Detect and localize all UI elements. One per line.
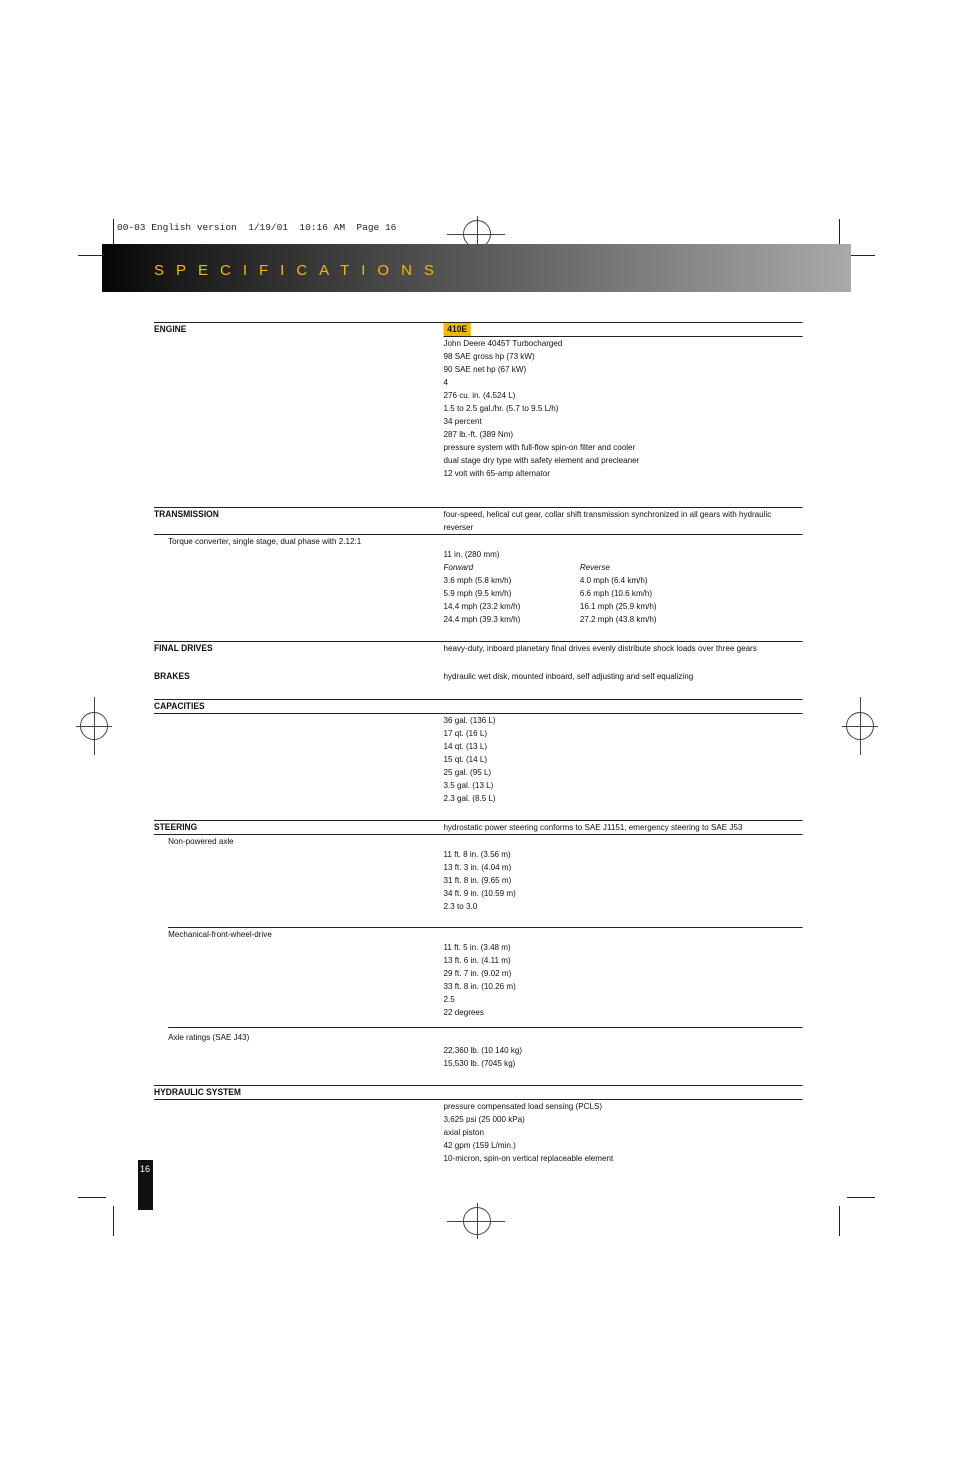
section-title: FINAL DRIVES [154,643,213,653]
spec-value: 2.3 gal. (8.5 L) [443,793,496,803]
capacities-section [154,699,803,805]
spec-value: 13 ft. 3 in. (4.04 m) [443,862,512,872]
spec-row [154,467,803,480]
spec-row [154,337,803,350]
section-description: heavy-duty, inboard planetary final drives evenly distribute shock loads over three gears [443,643,757,653]
capacities-header [154,699,803,713]
spec-value: 98 SAE gross hp (73 kW) [443,351,535,361]
spec-value: 3.6 mph (5.8 km/h) [443,575,512,585]
spec-value: 2.5 [443,994,455,1004]
spec-value-reverse: 6.6 mph (10.6 km/h) [579,588,653,598]
spec-value: 90 SAE net hp (67 kW) [443,364,527,374]
section-title: BRAKES [154,671,190,681]
spec-value: 24.4 mph (39.3 km/h) [443,614,521,624]
spec-value: 29 ft. 7 in. (9.02 m) [443,968,512,978]
model-badge: 410E [444,323,471,336]
spec-row [154,441,803,454]
section-title: HYDRAULIC SYSTEM [154,1087,241,1097]
spec-row [154,1044,803,1057]
spec-row [154,887,803,900]
spec-row [154,389,803,402]
spec-row [154,753,803,766]
section-title: TRANSMISSION [154,509,219,519]
brakes-section [154,670,803,683]
spec-row [154,480,803,493]
engine-header [154,322,803,336]
spec-value: axial piston [443,1127,484,1137]
spec-value: 13 ft. 6 in. (4.11 m) [443,955,511,965]
page-number: 16 [140,1164,151,1174]
spec-value: 15,530 lb. (7045 kg) [443,1058,516,1068]
spec-row [154,874,803,887]
spec-row [154,376,803,389]
spec-value: 2.3 to 3.0 [443,901,478,911]
spec-value: 17 qt. (16 L) [443,728,488,738]
spec-row: 11 in. (280 mm) [443,549,500,559]
spec-row [154,402,803,415]
spec-row [154,727,803,740]
spec-value: 36 gal. (136 L) [443,715,496,725]
engine-section [154,322,803,493]
spec-value: dual stage dry type with safety element and precleaner [443,455,640,465]
spec-value: 3.5 gal. (13 L) [443,780,494,790]
crop-mark [847,1197,875,1198]
section-title: STEERING [154,822,198,832]
spec-value: 34 percent [443,416,482,426]
spec-row [154,848,803,861]
spec-row [154,1139,803,1152]
spec-value: 3,625 psi (25 000 kPa) [443,1114,525,1124]
spec-value: 11 ft. 5 in. (3.48 m) [443,942,511,952]
spec-row [154,954,803,967]
spec-value: pressure system with full-flow spin-on filter and cooler [443,442,636,452]
transmission-header [154,507,803,534]
spec-value-reverse: 27.2 mph (43.8 km/h) [579,614,657,624]
spec-row [154,993,803,1006]
spec-row [154,350,803,363]
spec-row [154,428,803,441]
spec-value: 10-micron, spin-on vertical replaceable element [443,1153,614,1163]
spec-row [154,1057,803,1070]
spec-value: John Deere 4045T Turbocharged [443,338,563,348]
steering-header [154,820,803,834]
spec-value: pressure compensated load sensing (PCLS) [443,1101,603,1111]
crop-mark [113,1206,114,1236]
spec-value: 34 ft. 9 in. (10.59 m) [443,888,516,898]
spec-row [154,600,803,613]
transmission-section [154,507,803,626]
spec-value: 42 gpm (159 L/min.) [443,1140,516,1150]
spec-value: 12 volt with 65-amp alternator [443,468,550,478]
section-description: four-speed, helical cut gear, collar shift transmission synchronized in all gears with hydraulic reverser [443,509,772,532]
subheading: Mechanical-front-wheel-drive [168,929,272,939]
spec-value: 22 degrees [443,1007,484,1017]
spec-row [154,1100,803,1113]
spec-value-reverse: 16.1 mph (25.9 km/h) [579,601,657,611]
spec-row [154,779,803,792]
crop-mark [78,1197,106,1198]
spec-row [154,1152,803,1165]
section-title: ENGINE [154,324,187,334]
spec-row [154,900,803,913]
spec-value: 22,360 lb. (10 140 kg) [443,1045,523,1055]
crop-mark [849,255,875,256]
spec-row [154,363,803,376]
spec-row [154,967,803,980]
section-description: hydraulic wet disk, mounted inboard, self adjusting and self equalizing [443,671,694,681]
spec-value: 276 cu. in. (4.524 L) [443,390,516,400]
spec-row [154,861,803,874]
spec-value: 4 [443,377,449,387]
spec-value: 15 qt. (14 L) [443,754,488,764]
spec-value: 31 ft. 8 in. (9.65 m) [443,875,512,885]
crop-mark [839,1206,840,1236]
spec-value: 25 gal. (95 L) [443,767,492,777]
crop-mark [78,255,104,256]
spec-row [154,1006,803,1019]
subheading: Axle ratings (SAE J43) [168,1032,250,1042]
spec-value: 11 ft. 8 in. (3.56 m) [443,849,511,859]
spec-row [154,766,803,779]
spec-value: 1.5 to 2.5 gal./hr. (5.7 to 9.5 L/h) [443,403,559,413]
page-title: SPECIFICATIONS [154,262,446,279]
section-title: CAPACITIES [154,701,205,711]
steering-section [154,820,803,1070]
spec-value: 33 ft. 8 in. (10.26 m) [443,981,516,991]
spec-row [154,1126,803,1139]
spec-value: 14 qt. (13 L) [443,741,488,751]
spec-row [154,740,803,753]
section-description: hydrostatic power steering conforms to SAE J1151, emergency steering to SAE J53 [443,822,743,832]
hydraulic-header [154,1085,803,1099]
final-drives-header [154,641,803,655]
spec-row [154,941,803,954]
spec-row [154,792,803,805]
spec-row [154,980,803,993]
spec-value: 5.9 mph (9.5 km/h) [443,588,512,598]
spec-row [154,1113,803,1126]
spec-row [154,574,803,587]
printer-slug: 00-03 English version 1/19/01 10:16 AM Page 16 [117,222,397,233]
subheading: Non-powered axle [168,836,234,846]
spec-row [154,415,803,428]
spec-row [154,587,803,600]
spec-row [154,613,803,626]
brakes-header [154,670,803,683]
hydraulic-section [154,1085,803,1165]
spec-row: Torque converter, single stage, dual phase with 2.12:1 [168,536,362,546]
spec-row: Forward Reverse [443,562,610,572]
final-drives-section [154,641,803,655]
spec-row [154,454,803,467]
spec-row [154,714,803,727]
spec-value: 14.4 mph (23.2 km/h) [443,601,521,611]
spec-value-reverse: 4.0 mph (6.4 km/h) [579,575,648,585]
spec-value: 287 lb.-ft. (389 Nm) [443,429,514,439]
